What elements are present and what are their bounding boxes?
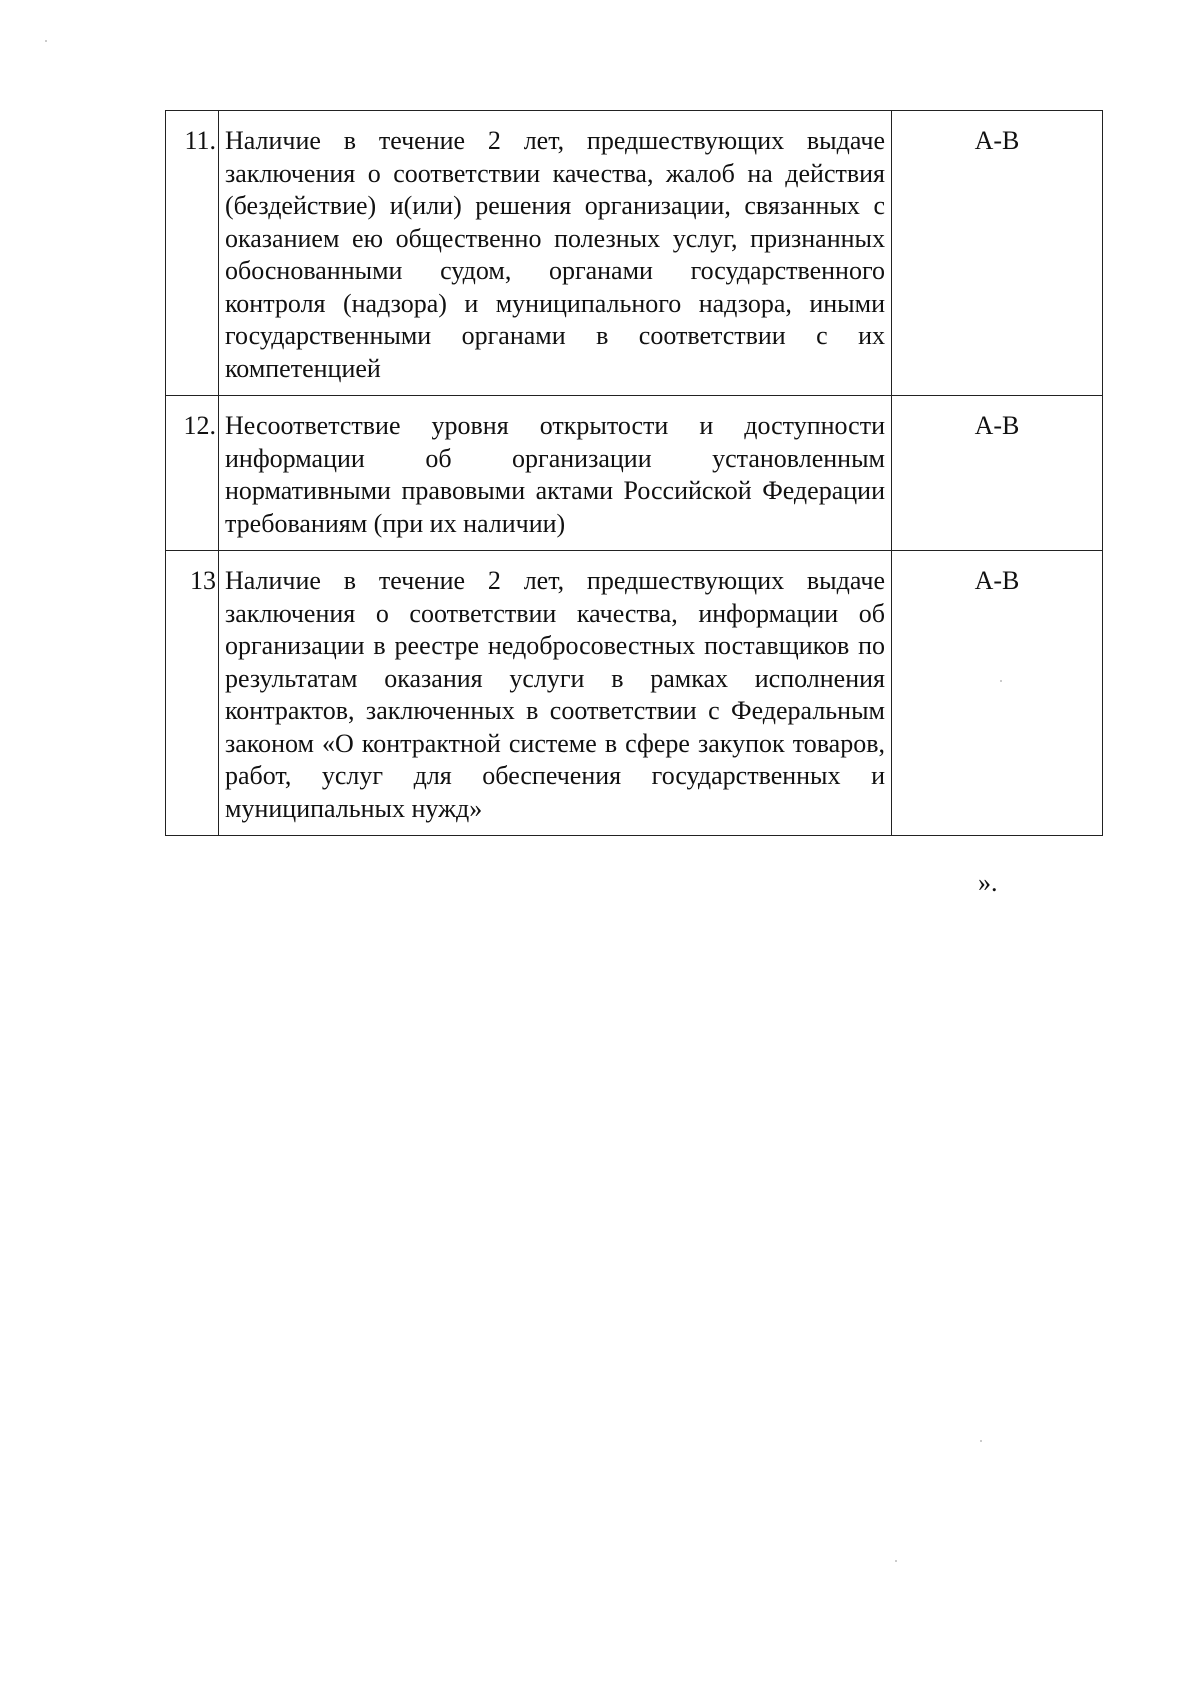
row-criterion-text: Наличие в течение 2 лет, предшествующих выдаче заключения о соответствии качества, информации об организации в реестре недобросовестных поставщиков по результатам оказания услуги в рамках исполнения контрактов, заключенных в соответствии с Федеральным законом «О контрактной системе в сфере закупок товаров, работ, услуг для обеспечения государственных и муниципальных нужд»	[219, 551, 892, 836]
row-code: А-В	[892, 111, 1103, 396]
row-code: А-В	[892, 551, 1103, 836]
row-number: 12.	[166, 396, 219, 551]
criteria-table	[165, 110, 1103, 836]
row-number: 11.	[166, 111, 219, 396]
table-row	[166, 551, 1103, 836]
scan-speck	[1000, 680, 1002, 682]
scan-speck	[45, 40, 47, 42]
row-criterion-text: Несоответствие уровня открытости и доступности информации об организации установленным нормативными правовыми актами Российской Федерации требованиям (при их наличии)	[219, 396, 892, 551]
table-row	[166, 396, 1103, 551]
scan-speck	[980, 1440, 982, 1442]
scan-speck	[895, 1560, 897, 1562]
table-row	[166, 111, 1103, 396]
row-code: А-В	[892, 396, 1103, 551]
closing-quote-mark: ».	[978, 868, 998, 897]
row-number: 13	[166, 551, 219, 836]
row-criterion-text: Наличие в течение 2 лет, предшествующих выдаче заключения о соответствии качества, жалоб на действия (бездействие) и(или) решения организации, связанных с оказанием ею общественно полезных услуг, признанных обоснованными судом, органами государственного контроля (надзора) и муниципального надзора, иными государственными органами в соответствии с их компетенцией	[219, 111, 892, 396]
